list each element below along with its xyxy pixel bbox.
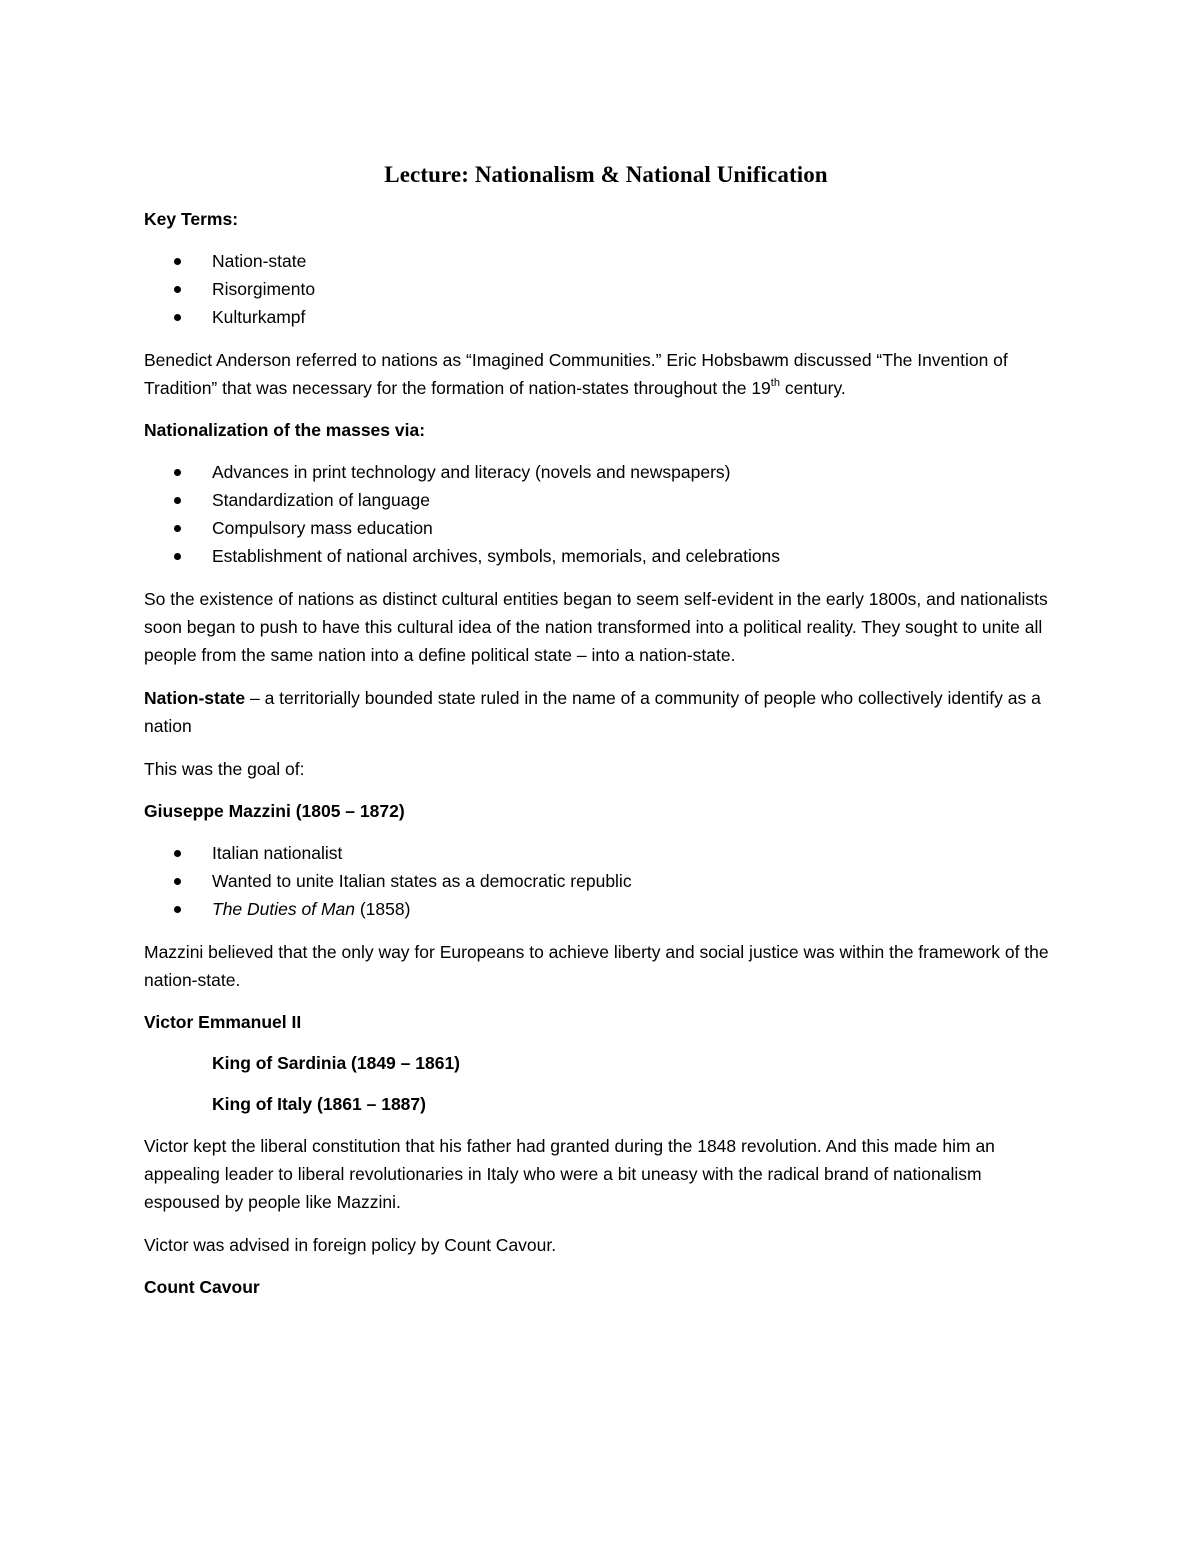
bullet-icon — [174, 497, 181, 504]
list-item — [144, 839, 1060, 867]
list-item-text: Compulsory mass education — [212, 518, 433, 538]
definition-term: Nation-state — [144, 688, 246, 708]
list-item — [144, 895, 1060, 923]
bullet-icon — [174, 286, 181, 293]
bullet-icon — [174, 258, 181, 265]
list-item-text: Nation-state — [212, 251, 307, 271]
goal-paragraph: This was the goal of: — [144, 759, 305, 779]
paragraph-text: century. — [779, 378, 846, 398]
existence-paragraph: So the existence of nations as distinct cultural entities began to seem self-evident in the early 1800s, and nationalists soon began to push to have this cultural idea of the nation transformed into a political reality. They sought to unite all people from the same nation into a define political state – into a nation-state. — [144, 589, 1048, 665]
bullet-icon — [174, 878, 181, 885]
list-item — [144, 542, 1060, 570]
mazzini-heading: Giuseppe Mazzini (1805 – 1872) — [144, 801, 405, 821]
book-title: The Duties of Man — [212, 899, 355, 919]
list-item-text: Italian nationalist — [212, 843, 343, 863]
victor-role-sardinia: King of Sardinia (1849 – 1861) — [212, 1053, 461, 1073]
key-terms-list — [144, 247, 1060, 331]
list-item-text: Kulturkampf — [212, 307, 306, 327]
victor-paragraph: Victor kept the liberal constitution that his father had granted during the 1848 revolution. And this made him an appealing leader to liberal revolutionaries in Italy who were a bit uneasy with the radical brand of nationalism espoused by people like Mazzini. — [144, 1136, 995, 1212]
mazzini-list — [144, 839, 1060, 923]
list-item — [144, 303, 1060, 331]
bullet-icon — [174, 850, 181, 857]
victor-role-italy: King of Italy (1861 – 1887) — [212, 1094, 426, 1114]
bullet-icon — [174, 906, 181, 913]
bullet-icon — [174, 314, 181, 321]
list-item — [144, 486, 1060, 514]
list-item — [144, 514, 1060, 542]
cavour-heading: Count Cavour — [144, 1277, 260, 1297]
list-item — [144, 867, 1060, 895]
list-item — [144, 247, 1060, 275]
bullet-icon — [174, 525, 181, 532]
anderson-paragraph — [144, 346, 1060, 402]
definition-paragraph — [144, 684, 1060, 740]
key-terms-heading: Key Terms: — [144, 209, 239, 229]
cavour-paragraph: Victor was advised in foreign policy by Count Cavour. — [144, 1235, 557, 1255]
list-item-text: Standardization of language — [212, 490, 430, 510]
definition-text: – a territorially bounded state ruled in the name of a community of people who collectively identify as a nation — [144, 688, 1041, 736]
list-item-text: Risorgimento — [212, 279, 316, 299]
list-item-text: Wanted to unite Italian states as a democratic republic — [212, 871, 632, 891]
list-item — [144, 275, 1060, 303]
list-item-text: (1858) — [354, 899, 411, 919]
list-item-text: Establishment of national archives, symbols, memorials, and celebrations — [212, 546, 781, 566]
victor-heading: Victor Emmanuel II — [144, 1012, 302, 1032]
page-title: Lecture: Nationalism & National Unification — [384, 162, 828, 187]
superscript: th — [770, 377, 780, 389]
list-item-text: Advances in print technology and literacy (novels and newspapers) — [212, 462, 731, 482]
bullet-icon — [174, 553, 181, 560]
masses-heading: Nationalization of the masses via: — [144, 420, 426, 440]
paragraph-text: Benedict Anderson referred to nations as “Imagined Communities.” Eric Hobsbawm discussed “The Invention of Tradition” that was necessary for the formation of nation-states throughout the 19 — [144, 350, 1008, 398]
bullet-icon — [174, 469, 181, 476]
list-item — [144, 458, 1060, 486]
mazzini-paragraph: Mazzini believed that the only way for Europeans to achieve liberty and social justice was within the framework of the nation-state. — [144, 942, 1049, 990]
masses-list — [144, 458, 1060, 570]
